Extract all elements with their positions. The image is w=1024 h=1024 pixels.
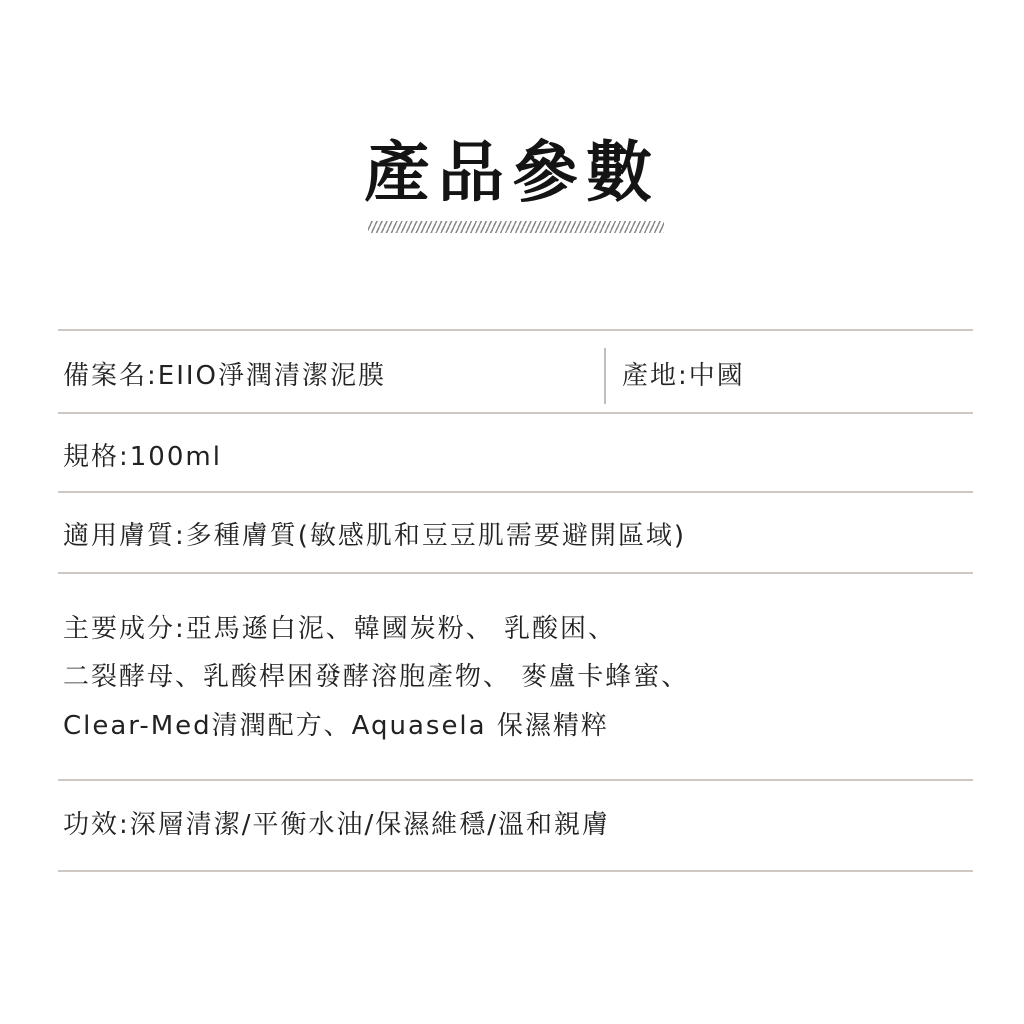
efficacy: 功效:深層清潔/平衡水油/保濕維穩/溫和親膚 bbox=[63, 810, 611, 840]
divider-line bbox=[58, 572, 973, 574]
skin-type: 適用膚質:多種膚質(敏感肌和豆豆肌需要避開區域) bbox=[63, 521, 687, 551]
divider-line bbox=[58, 870, 973, 872]
vertical-divider bbox=[604, 348, 606, 404]
ingredients-line-1: 主要成分:亞馬遜白泥、韓國炭粉、 乳酸困、 bbox=[63, 614, 617, 644]
divider-line bbox=[58, 329, 973, 331]
ingredients-line-3: Clear-Med清潤配方、Aquasela 保濕精粹 bbox=[63, 711, 609, 741]
page-title: 產品參數 bbox=[364, 134, 660, 211]
divider-line bbox=[58, 779, 973, 781]
divider-line bbox=[58, 412, 973, 414]
ingredients-line-2: 二裂酵母、乳酸桿困發酵溶胞產物、 麥盧卡蜂蜜、 bbox=[63, 662, 690, 692]
divider-line bbox=[58, 491, 973, 493]
size-spec: 規格:100ml bbox=[63, 442, 222, 472]
title-underline-decoration bbox=[368, 221, 664, 233]
registration-name: 備案名:EIIO淨潤清潔泥膜 bbox=[63, 361, 386, 391]
origin: 產地:中國 bbox=[622, 361, 745, 391]
